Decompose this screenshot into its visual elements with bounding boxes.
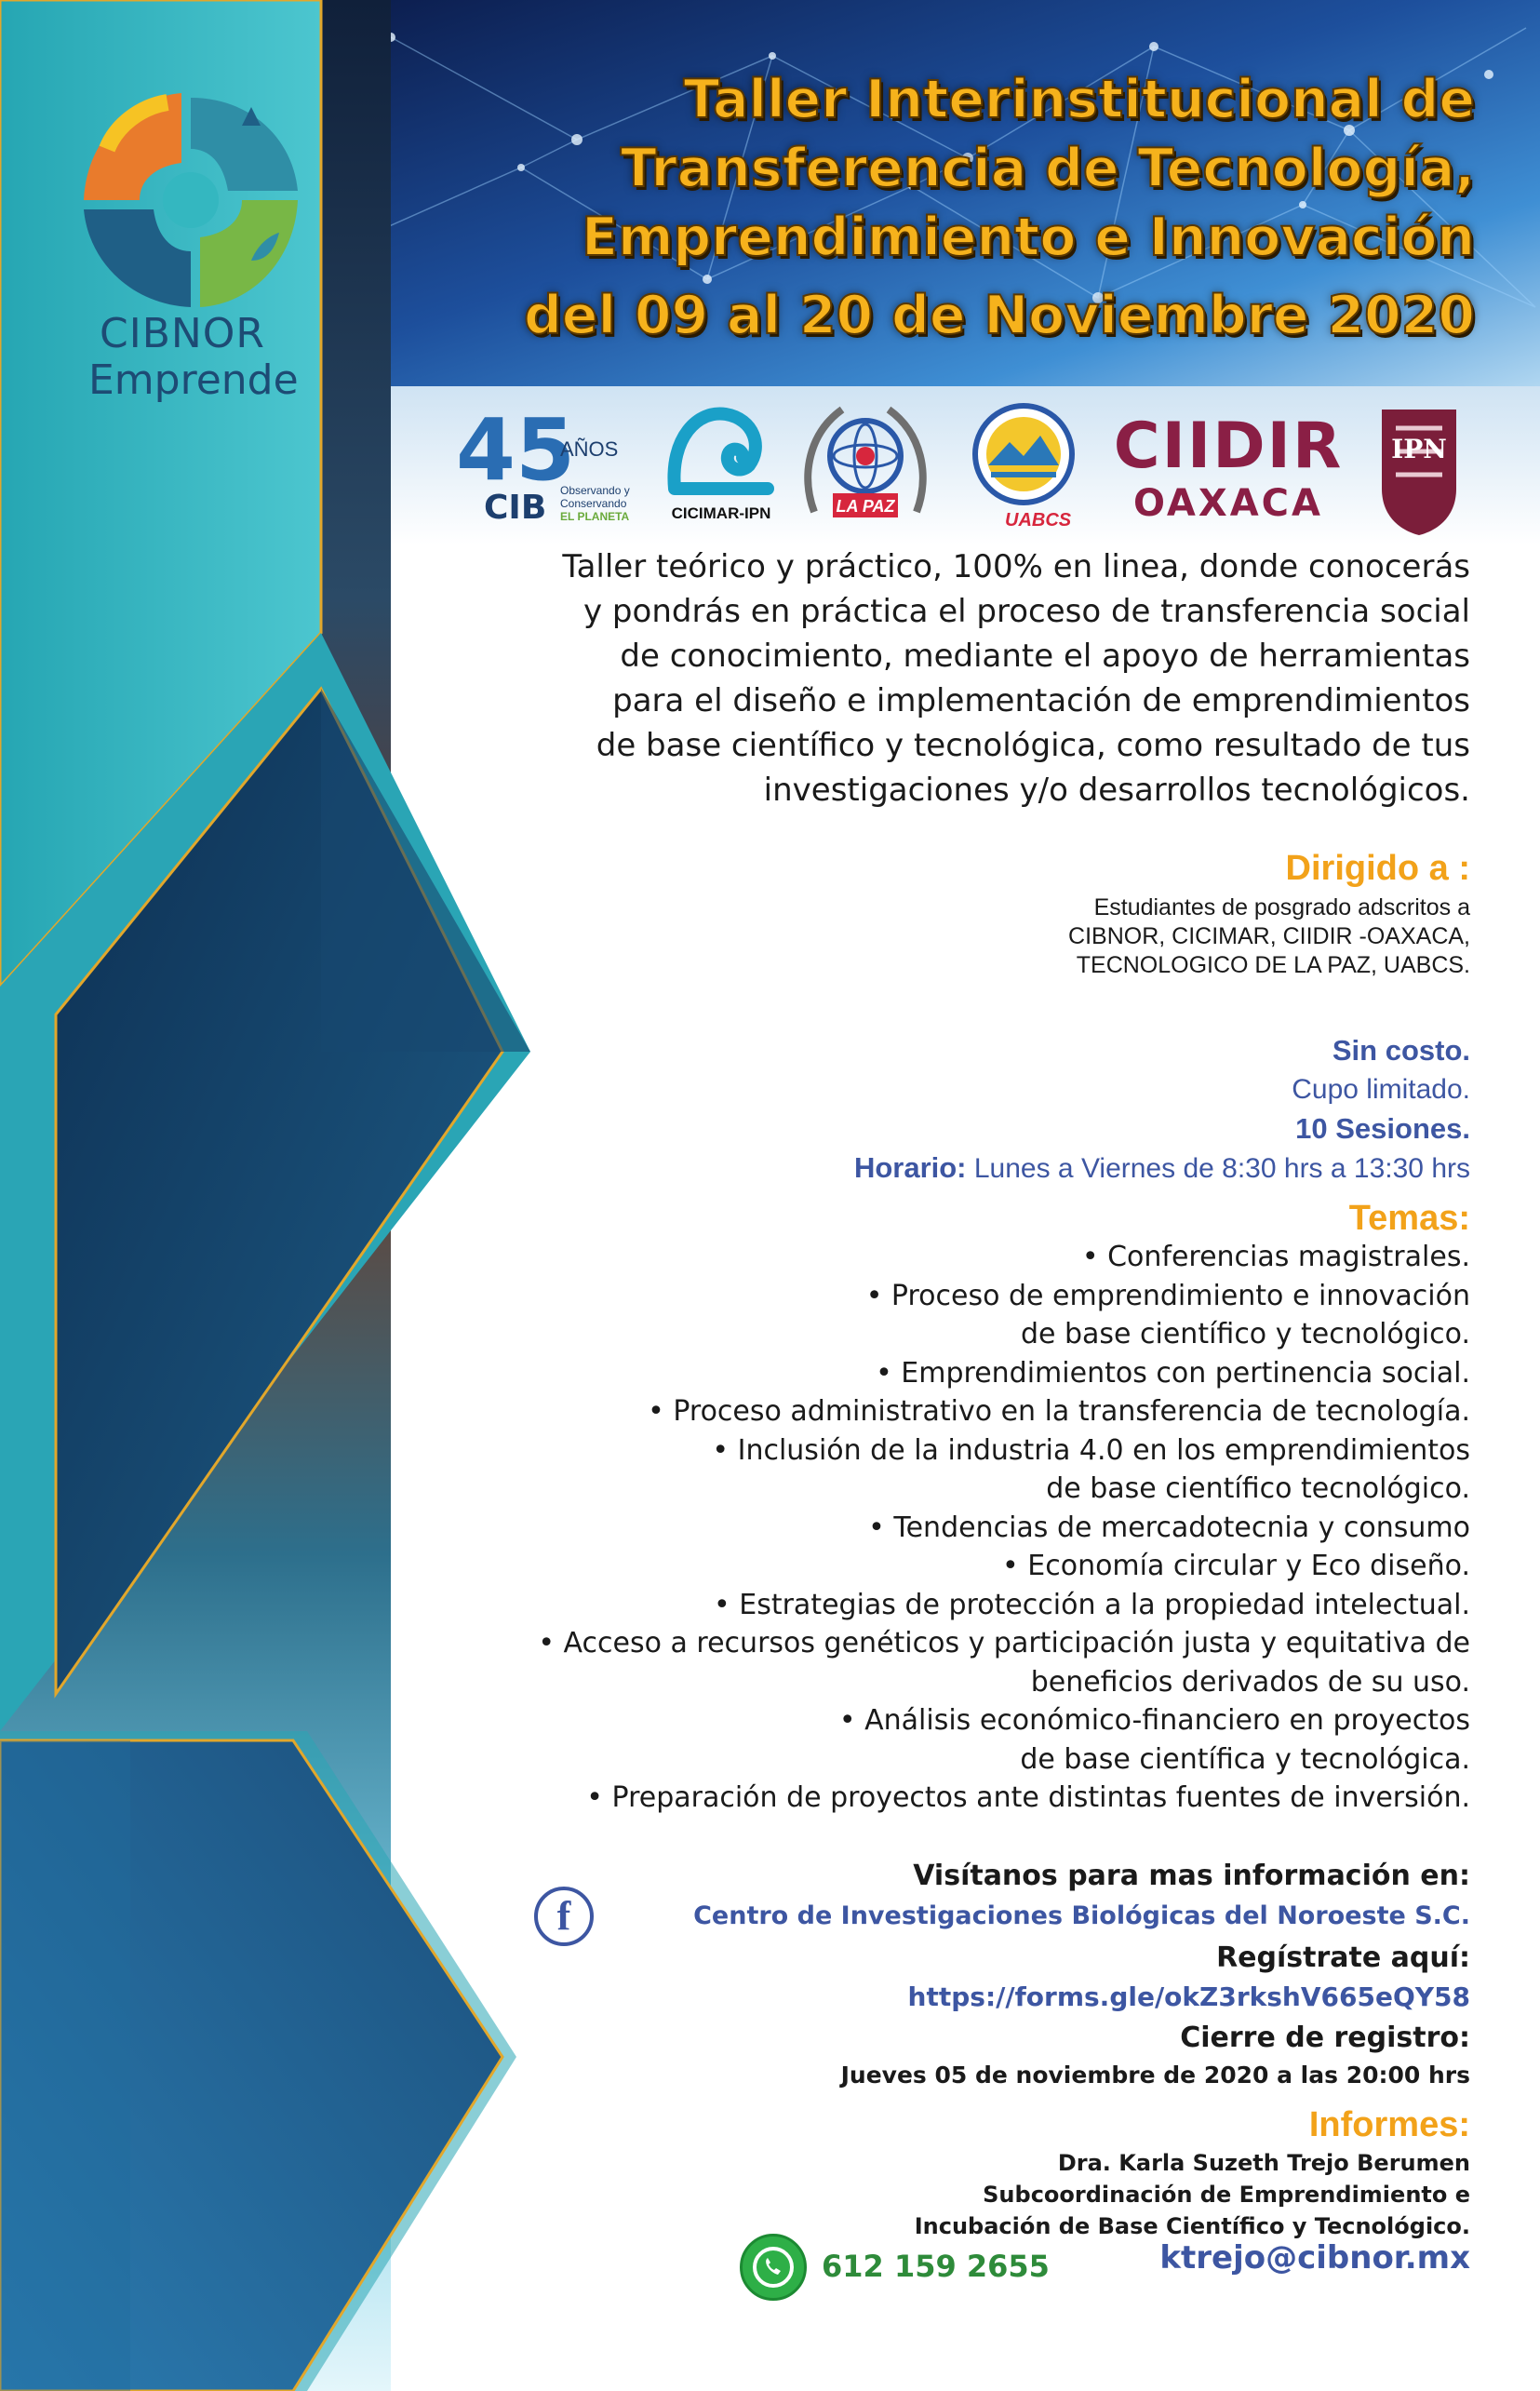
topics-section	[400, 1199, 1470, 1818]
audience-heading: Dirigido a :	[1285, 849, 1470, 888]
contact-name: Dra. Karla Suzeth Trejo Berumen	[1057, 2150, 1470, 2176]
intro-line: para el diseño e implementación de emprendimientos	[612, 682, 1470, 719]
audience-line: CIBNOR, CICIMAR, CIIDIR -OAXACA,	[1068, 923, 1470, 949]
topic-item: • Preparación de proyectos ante distintas fuentes de inversión.	[586, 1781, 1470, 1814]
details-section	[400, 1031, 1470, 1189]
capacity-text: Cupo limitado.	[1292, 1074, 1470, 1105]
topic-item-continued: beneficios derivados de su uso.	[1030, 1665, 1470, 1699]
anniv-number: 45	[456, 400, 576, 500]
contact-dept-1: Subcoordinación de Emprendimiento e	[983, 2182, 1470, 2208]
intro-line: y pondrás en práctica el proceso de transferencia social	[583, 593, 1470, 630]
topic-item: • Acceso a recursos genéticos y participación justa y equitativa de	[538, 1627, 1470, 1659]
title-line-dates: del 09 al 20 de Noviembre 2020	[524, 285, 1475, 346]
schedule-row	[400, 1148, 1470, 1189]
cibnor-emprende-logo	[51, 60, 330, 414]
anniv-tagline-1: Observando y	[560, 484, 630, 497]
email-link[interactable]: ktrejo@cibnor.mx	[1159, 2239, 1470, 2277]
topic-item-continued: de base científico tecnológico.	[1046, 1472, 1470, 1505]
topic-item: • Estrategias de protección a la propiedad intelectual.	[714, 1588, 1470, 1621]
intro-paragraph	[400, 544, 1470, 813]
intro-line: de base científico y tecnológica, como resultado de tus	[596, 727, 1470, 764]
ipn-logo	[1373, 400, 1466, 540]
whatsapp-icon[interactable]	[740, 2234, 807, 2301]
ipn-label: IPN	[1391, 434, 1447, 464]
intro-line: investigaciones y/o desarrollos tecnológicos.	[763, 772, 1470, 809]
pinwheel-icon	[51, 60, 330, 340]
deadline-value: Jueves 05 de noviembre de 2020 a las 20:00 hrs	[840, 2062, 1470, 2089]
anniv-tagline-3: EL PLANETA	[560, 510, 630, 523]
cicimar-label: CICIMAR-IPN	[671, 504, 771, 522]
cicimar-ipn-logo	[661, 400, 782, 540]
topic-item: • Proceso administrativo en la transferencia de tecnología.	[648, 1395, 1470, 1428]
audience-line: Estudiantes de posgrado adscritos a	[1093, 894, 1470, 920]
title-line-1: Taller Interinstitucional de	[683, 69, 1475, 130]
tecnologico-la-paz-logo	[796, 400, 935, 540]
seal-icon	[968, 400, 1079, 512]
intro-line: de conocimiento, mediante el apoyo de herramientas	[620, 638, 1470, 675]
audience-list	[400, 893, 1470, 980]
brand-name: CIBNOR	[100, 310, 266, 357]
phone-number[interactable]: 612 159 2655	[822, 2249, 1050, 2284]
anniv-word: AÑOS	[560, 437, 619, 461]
topic-item: • Inclusión de la industria 4.0 en los emprendimientos	[712, 1433, 1470, 1467]
anniversary-45-logo	[456, 400, 633, 540]
topics-list	[400, 1238, 1470, 1818]
phone-handset-icon	[743, 2237, 804, 2298]
audience-section	[400, 849, 1470, 980]
ciidir-bottom: OAXACA	[1133, 482, 1323, 525]
sessions-text: 10 Sesiones.	[1295, 1112, 1470, 1145]
topic-item: • Proceso de emprendimiento e innovación	[865, 1279, 1470, 1312]
facebook-page-link[interactable]: Centro de Investigaciones Biológicas del Noroeste S.C.	[693, 1901, 1470, 1930]
anniv-tagline-2: Conservando	[560, 497, 627, 510]
register-label: Regístrate aquí:	[1216, 1941, 1470, 1974]
facebook-icon[interactable]	[534, 1887, 594, 1946]
topics-heading: Temas:	[1348, 1199, 1470, 1238]
contact-dept-2: Incubación de Base Científico y Tecnológico.	[914, 2213, 1470, 2239]
wave-icon	[661, 400, 782, 503]
ciidir-oaxaca-logo	[1107, 400, 1349, 540]
topic-item-continued: de base científico y tecnológico.	[1020, 1318, 1470, 1350]
register-url-link[interactable]: https://forms.gle/okZ3rkshV665eQY58	[907, 1981, 1470, 2012]
itlp-label: LA PAZ	[836, 497, 895, 516]
partner-logos	[433, 400, 1489, 540]
ciidir-top: CIIDIR	[1113, 410, 1344, 483]
topic-item: • Análisis económico-financiero en proyectos	[838, 1704, 1470, 1737]
cost-text: Sin costo.	[1332, 1034, 1470, 1067]
audience-line: TECNOLOGICO DE LA PAZ, UABCS.	[1076, 952, 1470, 978]
topic-item: • Conferencias magistrales.	[1081, 1241, 1470, 1273]
topic-item: • Emprendimientos con pertinencia social.	[876, 1356, 1470, 1390]
title-line-3: Emprendimiento e Innovación	[582, 207, 1475, 268]
ipn-shield-icon	[1373, 400, 1466, 540]
schedule-value: Lunes a Viernes de 8:30 hrs a 13:30 hrs	[966, 1153, 1470, 1184]
facebook-glyph: f	[556, 1893, 571, 1939]
event-title	[358, 65, 1475, 350]
topic-item: • Economía circular y Eco diseño.	[1002, 1550, 1470, 1582]
deadline-label: Cierre de registro:	[1180, 2022, 1470, 2054]
info-heading: Informes:	[1308, 2105, 1470, 2144]
title-line-2: Transferencia de Tecnología,	[620, 138, 1475, 199]
anniv-acronym: CIB	[484, 489, 547, 527]
uabcs-label: UABCS	[1005, 510, 1072, 531]
brand-sub: Emprende	[88, 356, 299, 404]
intro-line: Taller teórico y práctico, 100% en linea, donde conocerás	[562, 548, 1470, 585]
topic-item-continued: de base científica y tecnológica.	[1020, 1742, 1470, 1776]
uabcs-logo	[968, 400, 1079, 540]
schedule-label: Horario:	[853, 1151, 967, 1184]
visit-label: Visítanos para mas información en:	[913, 1860, 1470, 1892]
topic-item: • Tendencias de mercadotecnia y consumo	[868, 1511, 1470, 1544]
